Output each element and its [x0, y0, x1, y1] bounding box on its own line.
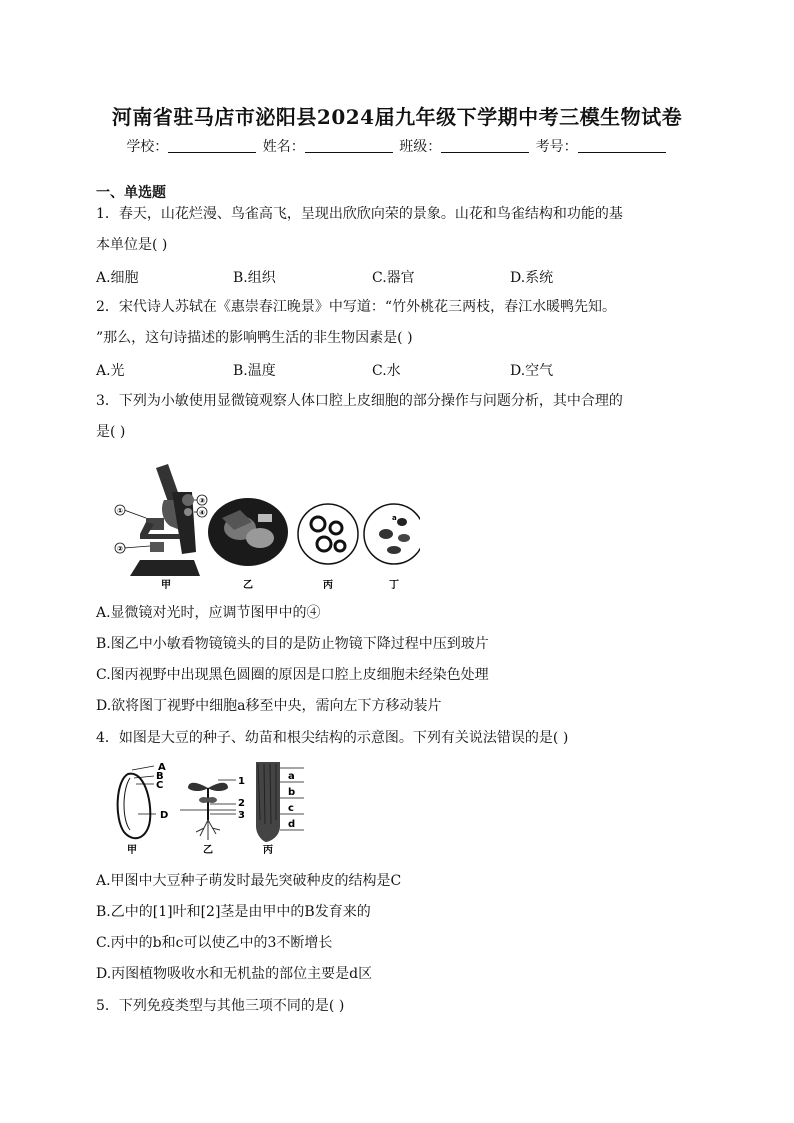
- q3-line-1: 3．下列为小敏使用显微镜观察人体口腔上皮细胞的部分操作与问题分析，其中合理的: [96, 393, 623, 409]
- q4-option-d[interactable]: D.丙图植物吸收水和无机盐的部位主要是d区: [96, 966, 373, 982]
- view-ding: [364, 504, 420, 591]
- label-D: D: [160, 810, 169, 821]
- q2-line-2: ”那么，这句诗描述的影响鸭生活的非生物因素是( ): [96, 330, 413, 346]
- label-3: ③: [199, 497, 205, 505]
- section-title: 一、单选题: [96, 185, 166, 201]
- label-bing: 丙: [323, 580, 333, 591]
- q3-line-2: 是( ): [96, 424, 126, 440]
- q1-option-b[interactable]: B.组织: [233, 270, 276, 286]
- label-C: C: [156, 780, 164, 791]
- label-d: d: [288, 819, 296, 830]
- q1-option-d[interactable]: D.系统: [510, 270, 554, 286]
- label-B: B: [156, 771, 164, 782]
- q3-option-b[interactable]: B.图乙中小敏看物镜镜头的目的是防止物镜下降过程中压到玻片: [96, 636, 489, 652]
- label-A: A: [158, 762, 166, 773]
- q2-option-c[interactable]: C.水: [372, 363, 401, 379]
- q1-option-c[interactable]: C.器官: [372, 270, 415, 286]
- q5-line-1: 5．下列免疫类型与其他三项不同的是( ): [96, 998, 345, 1014]
- label-a: a: [288, 771, 295, 782]
- operation-photo: [208, 498, 288, 591]
- seedling-drawing: [180, 776, 245, 856]
- label-3: 3: [238, 810, 245, 821]
- label-1: 1: [238, 776, 245, 787]
- q4-option-b[interactable]: B.乙中的[1]叶和[2]茎是由甲中的B发育来的: [96, 904, 371, 920]
- q4-line-1: 4．如图是大豆的种子、幼苗和根尖结构的示意图。下列有关说法错误的是( ): [96, 730, 569, 746]
- q3-option-a[interactable]: A.显微镜对光时，应调节图甲中的④: [96, 605, 321, 621]
- school-blank[interactable]: [168, 139, 256, 153]
- q1-line-2: 本单位是( ): [96, 237, 168, 253]
- q2-option-b[interactable]: B.温度: [233, 363, 276, 379]
- soybean-figure: [108, 760, 308, 856]
- class-blank[interactable]: [441, 139, 529, 153]
- q2-option-a[interactable]: A.光: [96, 363, 125, 379]
- label-b: b: [288, 787, 296, 798]
- q4-option-a[interactable]: A.甲图中大豆种子萌发时最先突破种皮的结构是C: [96, 873, 402, 889]
- label-2: ②: [117, 545, 123, 553]
- label-cell-a: a: [392, 514, 397, 522]
- label-seedling-yi: 乙: [203, 845, 213, 856]
- exam-number-label: 考号：: [535, 139, 578, 155]
- q2-option-d[interactable]: D.空气: [510, 363, 554, 379]
- exam-title: 河南省驻马店市泌阳县2024届九年级下学期中考三模生物试卷: [111, 105, 683, 129]
- class-label: 班级：: [399, 139, 442, 155]
- label-1: ①: [117, 507, 123, 515]
- root-tip-drawing: [256, 762, 304, 856]
- label-2: 2: [238, 798, 245, 809]
- name-label: 姓名：: [262, 139, 305, 155]
- seed-drawing: [118, 762, 169, 856]
- label-ding: 丁: [389, 580, 399, 591]
- q3-option-c[interactable]: C.图丙视野中出现黑色圆圈的原因是口腔上皮细胞未经染色处理: [96, 667, 489, 683]
- label-yi: 乙: [243, 580, 253, 591]
- label-jia: 甲: [161, 580, 171, 591]
- q2-line-1: 2．宋代诗人苏轼在《惠崇春江晚景》中写道：“竹外桃花三两枝，春江水暖鸭先知。: [96, 299, 617, 315]
- microscope-drawing: [115, 464, 207, 591]
- q1-option-a[interactable]: A.细胞: [96, 270, 139, 286]
- view-bing: [298, 504, 358, 591]
- q1-line-1: 1．春天，山花烂漫、鸟雀高飞，呈现出欣欣向荣的景象。山花和鸟雀结构和功能的基: [96, 206, 623, 222]
- q3-option-d[interactable]: D.欲将图丁视野中细胞a移至中央，需向左下方移动装片: [96, 698, 442, 714]
- name-blank[interactable]: [305, 139, 393, 153]
- school-label: 学校：: [126, 139, 169, 155]
- label-4: ④: [199, 509, 205, 517]
- microscope-figure: [110, 460, 420, 592]
- q4-option-c[interactable]: C.丙中的b和c可以使乙中的3不断增长: [96, 935, 333, 951]
- exam-number-blank[interactable]: [578, 139, 666, 153]
- label-c: c: [288, 803, 294, 814]
- label-seed-jia: 甲: [127, 845, 137, 856]
- label-root-bing: 丙: [263, 845, 273, 856]
- student-info-line: [0, 136, 794, 156]
